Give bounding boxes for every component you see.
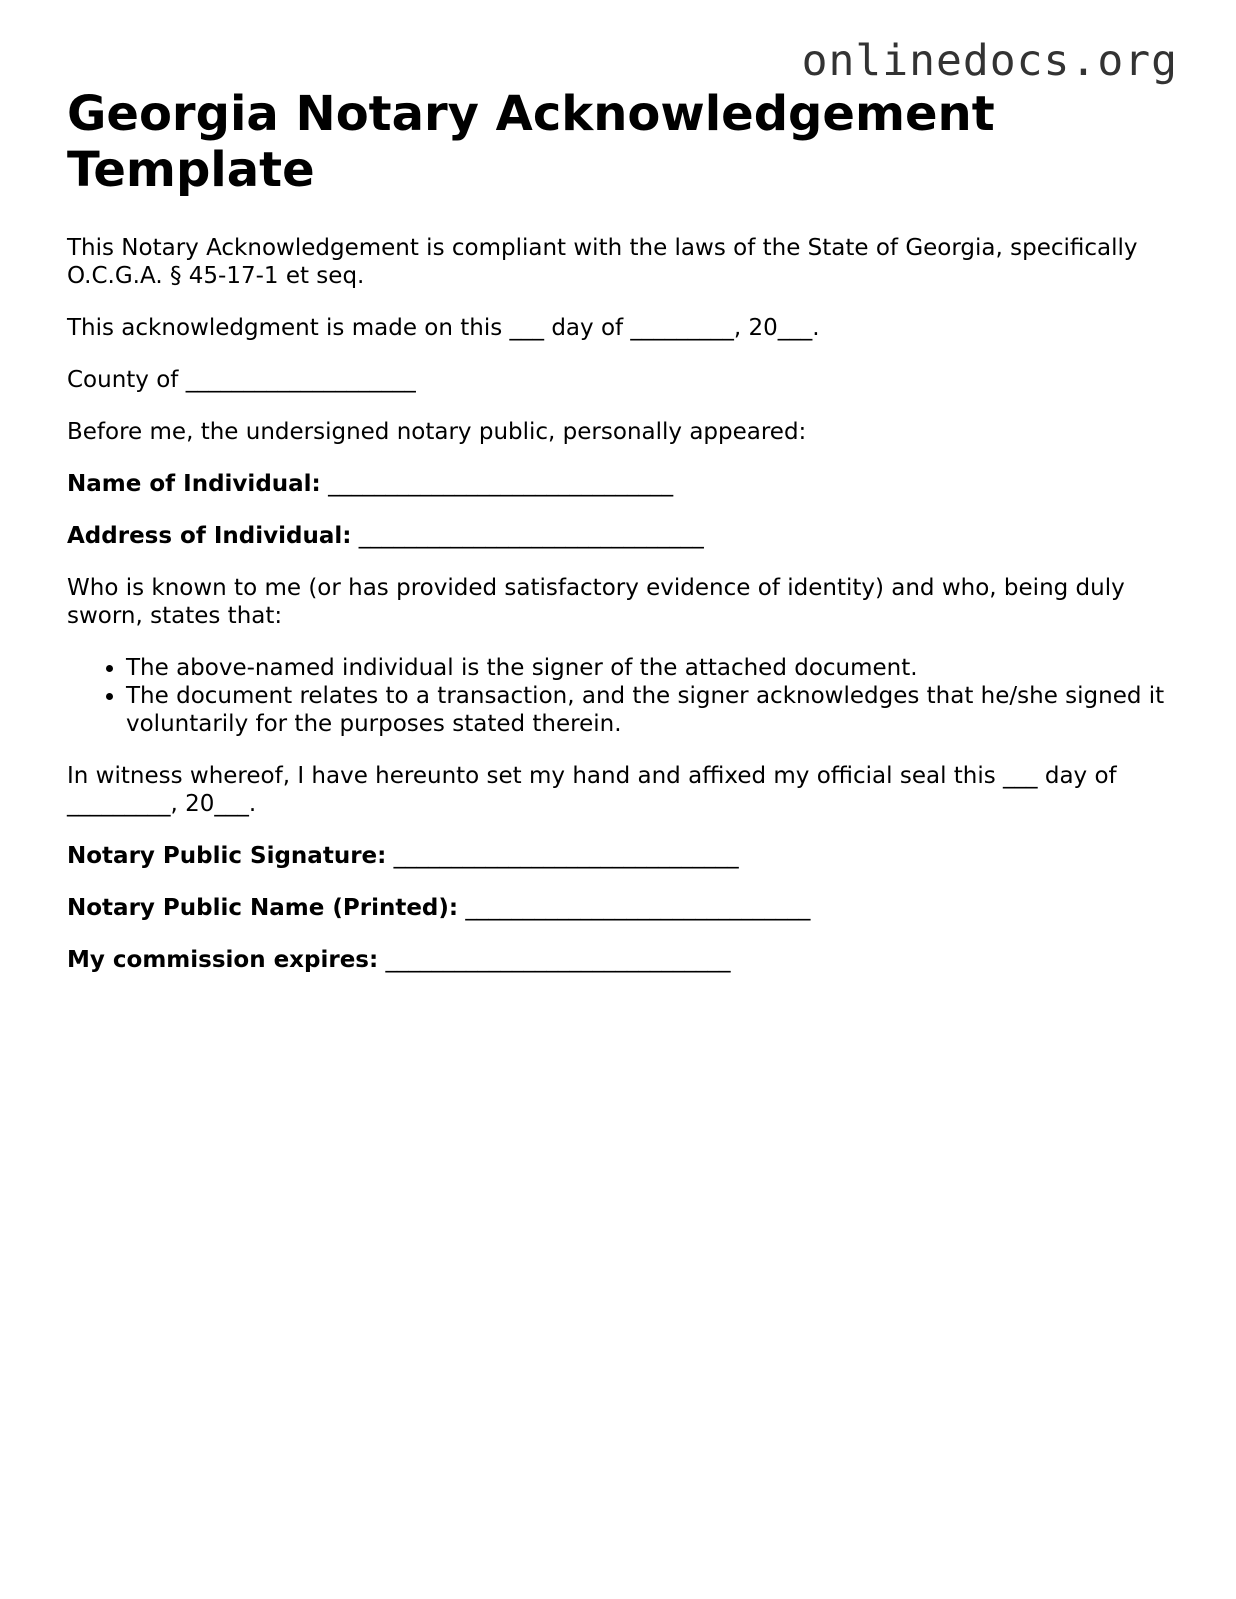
intro-paragraph: This Notary Acknowledgement is compliant with the laws of the State of Georgia, specifically O.C.G.A. § 45-17-1 et seq. <box>67 235 1138 289</box>
notary-printed-name-label: Notary Public Name (Printed): <box>67 895 459 921</box>
name-of-individual-label: Name of Individual: <box>67 471 321 497</box>
notary-signature-blank: ______________________________ <box>393 843 739 869</box>
address-of-individual-label: Address of Individual: <box>67 523 352 549</box>
list-item: • The document relates to a transaction, and the signer acknowledges that he/she signed it voluntarily for the purposes stated therein. <box>126 682 1177 738</box>
notary-signature-label: Notary Public Signature: <box>67 843 387 869</box>
sworn-statement: Who is known to me (or has provided satisfactory evidence of identity) and who, being duly sworn, states that: <box>67 575 1125 629</box>
notary-signature-field <box>67 842 1177 870</box>
list-item: • The above-named individual is the signer of the attached document. <box>126 654 1177 682</box>
statement-list <box>67 654 1177 738</box>
document-body <box>67 86 1177 974</box>
address-of-individual-field <box>67 522 1177 550</box>
name-of-individual-field <box>67 470 1177 498</box>
county-line: County of ____________________ <box>67 367 416 393</box>
commission-expires-blank: ______________________________ <box>385 947 731 973</box>
witness-line: In witness whereof, I have hereunto set my hand and affixed my official seal this ___ day of _________, 20___. <box>67 763 1117 817</box>
commission-expires-field <box>67 946 1177 974</box>
before-me-line: Before me, the undersigned notary public, personally appeared: <box>67 419 807 445</box>
name-of-individual-blank: ______________________________ <box>328 471 674 497</box>
notary-printed-name-blank: ______________________________ <box>465 895 811 921</box>
commission-expires-label: My commission expires: <box>67 947 379 973</box>
notary-printed-name-field <box>67 894 1177 922</box>
watermark: onlinedocs.org <box>801 36 1178 86</box>
date-line: This acknowledgment is made on this ___ day of _________, 20___. <box>67 315 820 341</box>
document-title: Georgia Notary Acknowledgement Template <box>67 86 995 198</box>
address-of-individual-blank: ______________________________ <box>358 523 704 549</box>
